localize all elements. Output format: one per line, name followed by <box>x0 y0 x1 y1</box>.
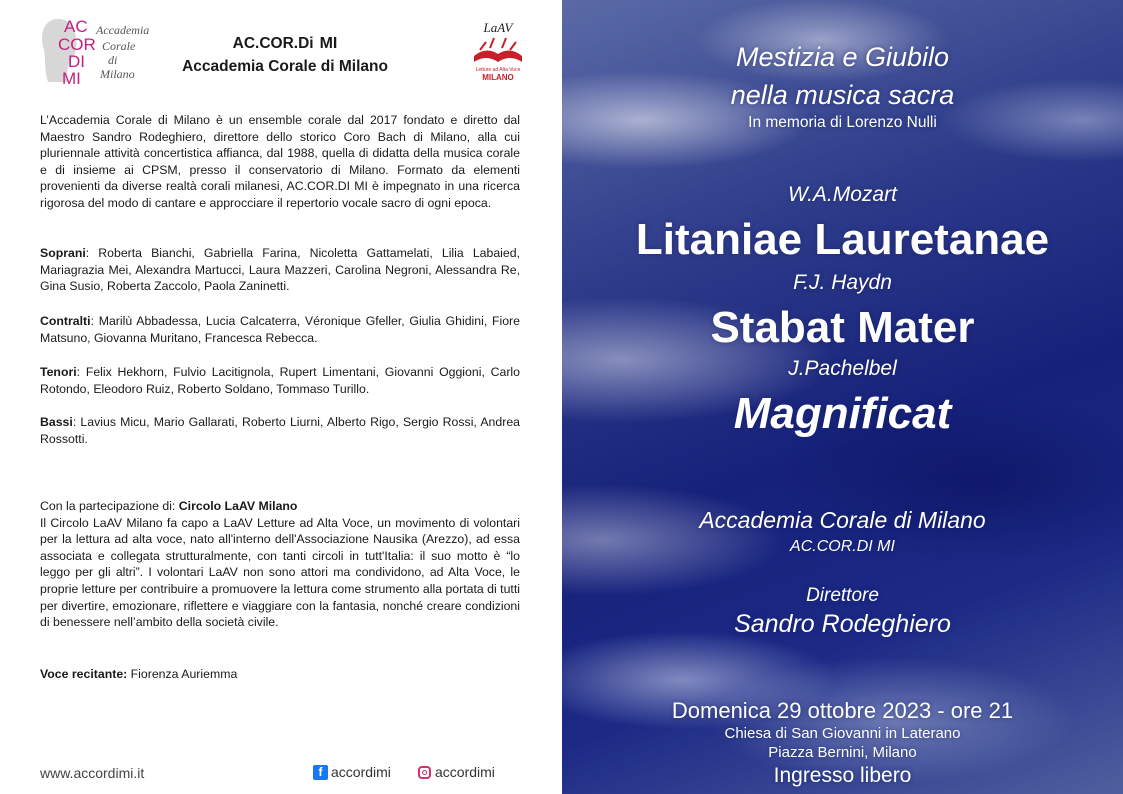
laav-tagline: Letture ad Alta Voce <box>475 67 521 73</box>
logo-script-3: di <box>108 53 118 67</box>
circolo-intro: Con la partecipazione di: <box>40 499 179 513</box>
header-abbr: AC.COR.Di <box>232 35 314 52</box>
concert-title-line1: Mestizia e Giubilo <box>735 42 950 72</box>
circolo-paragraph <box>40 498 520 631</box>
composer-mozart: W.A.Mozart <box>788 183 897 206</box>
facebook-handle: accordimi <box>331 764 391 780</box>
contralti-paragraph <box>40 313 520 346</box>
instagram-link[interactable] <box>418 764 495 780</box>
work-stabat-mater: Stabat Mater <box>710 303 975 352</box>
logo-letters-1: AC <box>64 17 88 36</box>
bassi-label: Bassi <box>40 415 73 429</box>
header-title <box>150 32 420 78</box>
accordimi-logo <box>38 12 150 86</box>
voce-recitante <box>40 666 520 683</box>
logo-script-2: Corale <box>102 39 136 53</box>
soprani-paragraph <box>40 245 520 295</box>
contralti-label: Contralti <box>40 314 91 328</box>
facebook-link[interactable] <box>313 764 391 780</box>
bassi-names: : Lavius Micu, Mario Gallarati, Roberto Liurni, Alberto Rigo, Sergio Rossi, Andrea Rossotti. <box>40 415 520 446</box>
voce-label: Voce recitante: <box>40 667 128 681</box>
contralti-names: : Marilù Abbadessa, Lucia Calcaterra, Véronique Gfeller, Giulia Ghidini, Fiore Matsuno, Giovanna Muritano, Francesca Rebecca. <box>40 314 520 345</box>
logo-letters-2: COR <box>58 35 96 54</box>
concert-church: Chiesa di San Giovanni in Laterano <box>724 725 961 742</box>
director-label: Direttore <box>806 585 879 606</box>
choir-name: Accademia Corale di Milano <box>699 507 986 533</box>
tenori-names: : Felix Hekhorn, Fulvio Lacitignola, Rupert Limentani, Giovanni Oggioni, Carlo Rotondo, Eleodoro Ruiz, Roberto Soldano, Tommaso Turillo. <box>40 365 520 396</box>
laav-name: LaAV <box>483 20 513 35</box>
work-magnificat: Magnificat <box>733 389 952 438</box>
composer-haydn: F.J. Haydn <box>793 271 892 294</box>
concert-title-line2: nella musica sacra <box>730 80 955 110</box>
concert-address: Piazza Bernini, Milano <box>768 744 917 761</box>
intro-paragraph: L’Accademia Corale di Milano è un ensemble corale dal 2017 fondato e diretto dal Maestro Sandro Rodeghiero, direttore dello storico Coro Bach di Milano, alla cui pluriennale attività concertistica affianca, dal 1988, quella di didatta della musica corale e di insieme ai CPSM, presso il conservatorio di Milano. Formato da elementi provenienti da diverse realtà corali milanesi, AC.COR.DI MI è impegnato in una ricerca rigorosa del modo di cantare e approcciare il repertorio vocale sacro di ogni epoca. <box>40 113 520 210</box>
circolo-description: Il Circolo LaAV Milano fa capo a LaAV Letture ad Alta Voce, un movimento di volontari per la lettura ad alta voce, nato all'interno dell'Associazione Nausika (Arezzo), ad essa associata e collegata strutturalmente, con tanti circoli in tutt'Italia: il suo motto è “lo leggo per gli altri”. I volontari LaAV non sono attori ma condividono, ad Alta Voce, le proprie letture per contribuire a promuovere la lettura come strumento alla portata di tutti per divertire, emozionare, riflettere e viaggiare con la fantasia, nonché creare condizioni di benessere nell’ambito della società civile. <box>40 515 520 630</box>
concert-date: Domenica 29 ottobre 2023 - ore 21 <box>671 698 1014 723</box>
header-fullname: Accademia Corale di Milano <box>182 58 388 75</box>
entry-info: Ingresso libero <box>773 764 912 787</box>
circolo-name: Circolo LaAV Milano <box>178 499 298 513</box>
work-litaniae: Litaniae Lauretanae <box>635 215 1050 264</box>
tenori-label: Tenori <box>40 365 77 379</box>
soprani-label: Soprani <box>40 246 86 260</box>
concert-title <box>562 38 1123 114</box>
facebook-icon: f <box>313 765 328 780</box>
instagram-handle: accordimi <box>435 764 495 780</box>
website-link[interactable]: www.accordimi.it <box>40 765 145 781</box>
poster-panel <box>562 0 1123 794</box>
logo-script-4: Milano <box>100 67 135 81</box>
instagram-icon <box>418 766 431 779</box>
memoria-line: In memoria di Lorenzo Nulli <box>748 114 937 131</box>
laav-city: MILANO <box>482 73 514 82</box>
soprani-names: : Roberta Bianchi, Gabriella Farina, Nicoletta Gattamelati, Lilia Labaied, Mariagrazia Mei, Alexandra Martucci, Laura Mazzeri, Carolina Negroni, Alessandra Re, Gina Susio, Roberta Zaccolo, Paola Zaninetti. <box>40 246 520 294</box>
voce-name: Fiorenza Auriemma <box>127 667 238 681</box>
director-name: Sandro Rodeghiero <box>734 610 951 638</box>
bassi-paragraph <box>40 414 520 447</box>
header-mi: MI <box>319 35 338 52</box>
tenori-paragraph <box>40 364 520 397</box>
choir-abbr: AC.COR.DI MI <box>790 538 895 555</box>
logo-letters-4: MI <box>62 69 81 86</box>
composer-pachelbel: J.Pachelbel <box>788 357 897 380</box>
logo-script-1: Accademia <box>96 23 150 37</box>
logo-letters-3: DI <box>68 52 85 71</box>
laav-logo <box>466 18 530 82</box>
